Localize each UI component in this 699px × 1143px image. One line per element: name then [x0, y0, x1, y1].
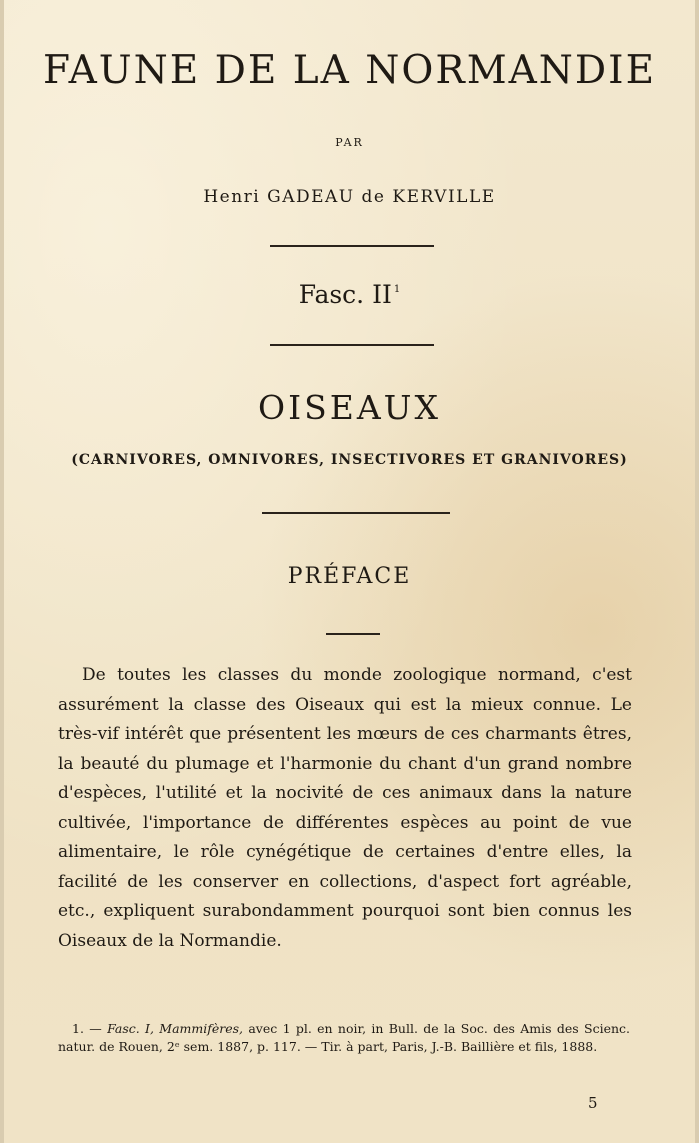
preface-body — [58, 661, 632, 956]
fascicle-label: Fasc. II — [298, 280, 392, 309]
by-label: PAR — [335, 136, 364, 149]
divider-rule — [326, 633, 380, 635]
footnote-reference: 1 — [393, 284, 401, 295]
divider-rule — [262, 512, 450, 514]
divider-rule — [270, 245, 434, 247]
section-subtitle: (CARNIVORES, OMNIVORES, INSECTIVORES ET GRANIVORES) — [71, 452, 628, 468]
footnote-number: 1. — — [72, 1021, 102, 1036]
author-name: Henri GADEAU de KERVILLE — [203, 187, 496, 207]
section-title: OISEAUX — [258, 388, 441, 427]
footnote-paragraph — [58, 1020, 630, 1056]
footnote-italic: Fasc. I, Mammifères, — [107, 1021, 244, 1036]
preface-heading: PRÉFACE — [287, 564, 412, 589]
page-title: FAUNE DE LA NORMANDIE — [42, 48, 657, 93]
fascicle-heading — [0, 280, 699, 309]
preface-paragraph: De toutes les classes du monde zoologique normand, c'est assurément la classe des Oiseaux qui est la mieux connue. Le très-vif intérêt que présentent les mœurs de ces charmants êtres, la beauté du plumage et l'harmonie du chant d'un grand nombre d'espèces, l'utilité et la nocivité de ces animaux dans la nature cultivée, l'importance de différentes espèces au point de vue alimentaire, le rôle cynégétique de certaines d'entre elles, la facilité de les conserver en collections, d'aspect fort agréable, etc., expliquent surabondamment pourquoi sont bien connus les Oiseaux de la Normandie. — [58, 665, 632, 951]
divider-rule — [270, 344, 434, 346]
footnote — [58, 1020, 630, 1056]
footnote-text: avec 1 pl. en noir, in Bull. de la Soc. des Amis des Scienc. natur. de Rouen, 2ᵉ sem. 1887, p. 117. — Tir. à part, Paris, J.-B. Baillière et fils, 1888. — [58, 1021, 630, 1054]
page-number: 5 — [588, 1094, 598, 1112]
